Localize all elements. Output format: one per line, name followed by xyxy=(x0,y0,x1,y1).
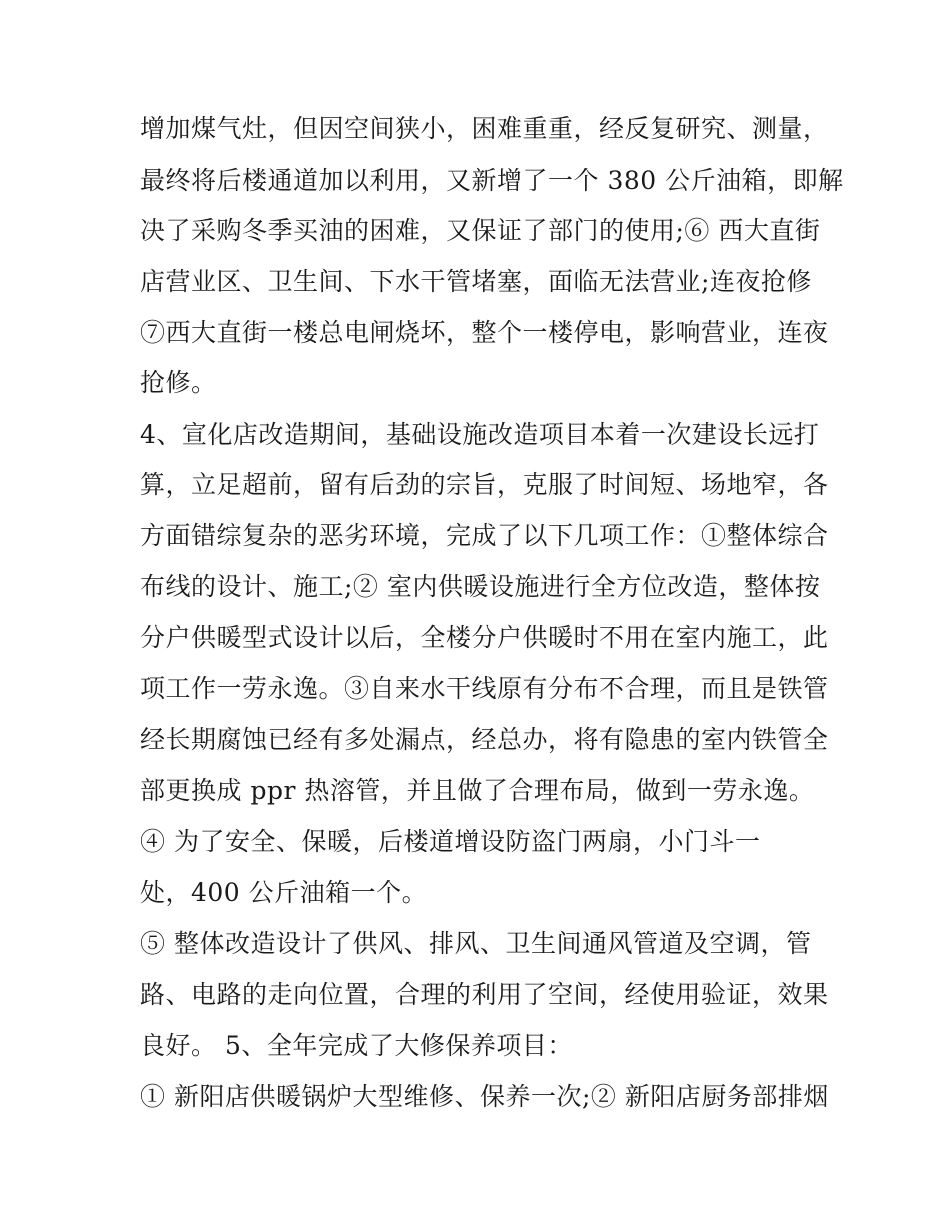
text-line: 分户供暖型式设计以后，全楼分户供暖时不用在室内施工，此 xyxy=(140,623,829,652)
text-line: ⑦西大直街一楼总电闸烧坏，整个一楼停电，影响营业，连夜 xyxy=(140,318,829,347)
text-line: 路、电路的走向位置，合理的利用了空间，经使用验证，效果 xyxy=(140,980,829,1009)
text-line: 项工作一劳永逸。③自来水干线原有分布不合理，而且是铁管 xyxy=(140,674,829,703)
text-line: ① 新阳店供暖锅炉大型维修、保养一次;② 新阳店厨务部排烟 xyxy=(140,1082,829,1111)
text-line: 方面错综复杂的恶劣环境，完成了以下几项工作：①整体综合 xyxy=(140,521,829,550)
text-line: 抢修。 xyxy=(140,368,217,397)
text-line: 增加煤气灶，但因空间狭小，困难重重，经反复研究、测量， xyxy=(140,114,829,143)
text-line: 处，400 公斤油箱一个。 xyxy=(140,878,428,907)
text-line: ⑤ 整体改造设计了供风、排风、卫生间通风管道及空调，管 xyxy=(140,929,812,958)
text-line: 部更换成 ppr 热溶管，并且做了合理布局，做到一劳永逸。 xyxy=(140,776,815,805)
text-line: 决了采购冬季买油的困难，又保证了部门的使用;⑥ 西大直街 xyxy=(140,216,821,245)
text-line: 良好。 5、全年完成了大修保养项目： xyxy=(140,1031,573,1060)
text-line: 店营业区、卫生间、下水干管堵塞，面临无法营业;连夜抢修 xyxy=(140,267,812,296)
text-line: ④ 为了安全、保暖，后楼道增设防盗门两扇，小门斗一 xyxy=(140,827,761,856)
text-line: 4、宣化店改造期间，基础设施改造项目本着一次建设长远打 xyxy=(140,420,820,449)
text-line: 经长期腐蚀已经有多处漏点，经总办，将有隐患的室内铁管全 xyxy=(140,725,829,754)
text-line: 算，立足超前，留有后劲的宗旨，克服了时间短、场地窄，各 xyxy=(140,470,829,499)
text-line: 布线的设计、施工;② 室内供暖设施进行全方位改造，整体按 xyxy=(140,572,821,601)
text-line: 最终将后楼通道加以利用，又新增了一个 380 公斤油箱，即解 xyxy=(140,166,844,195)
